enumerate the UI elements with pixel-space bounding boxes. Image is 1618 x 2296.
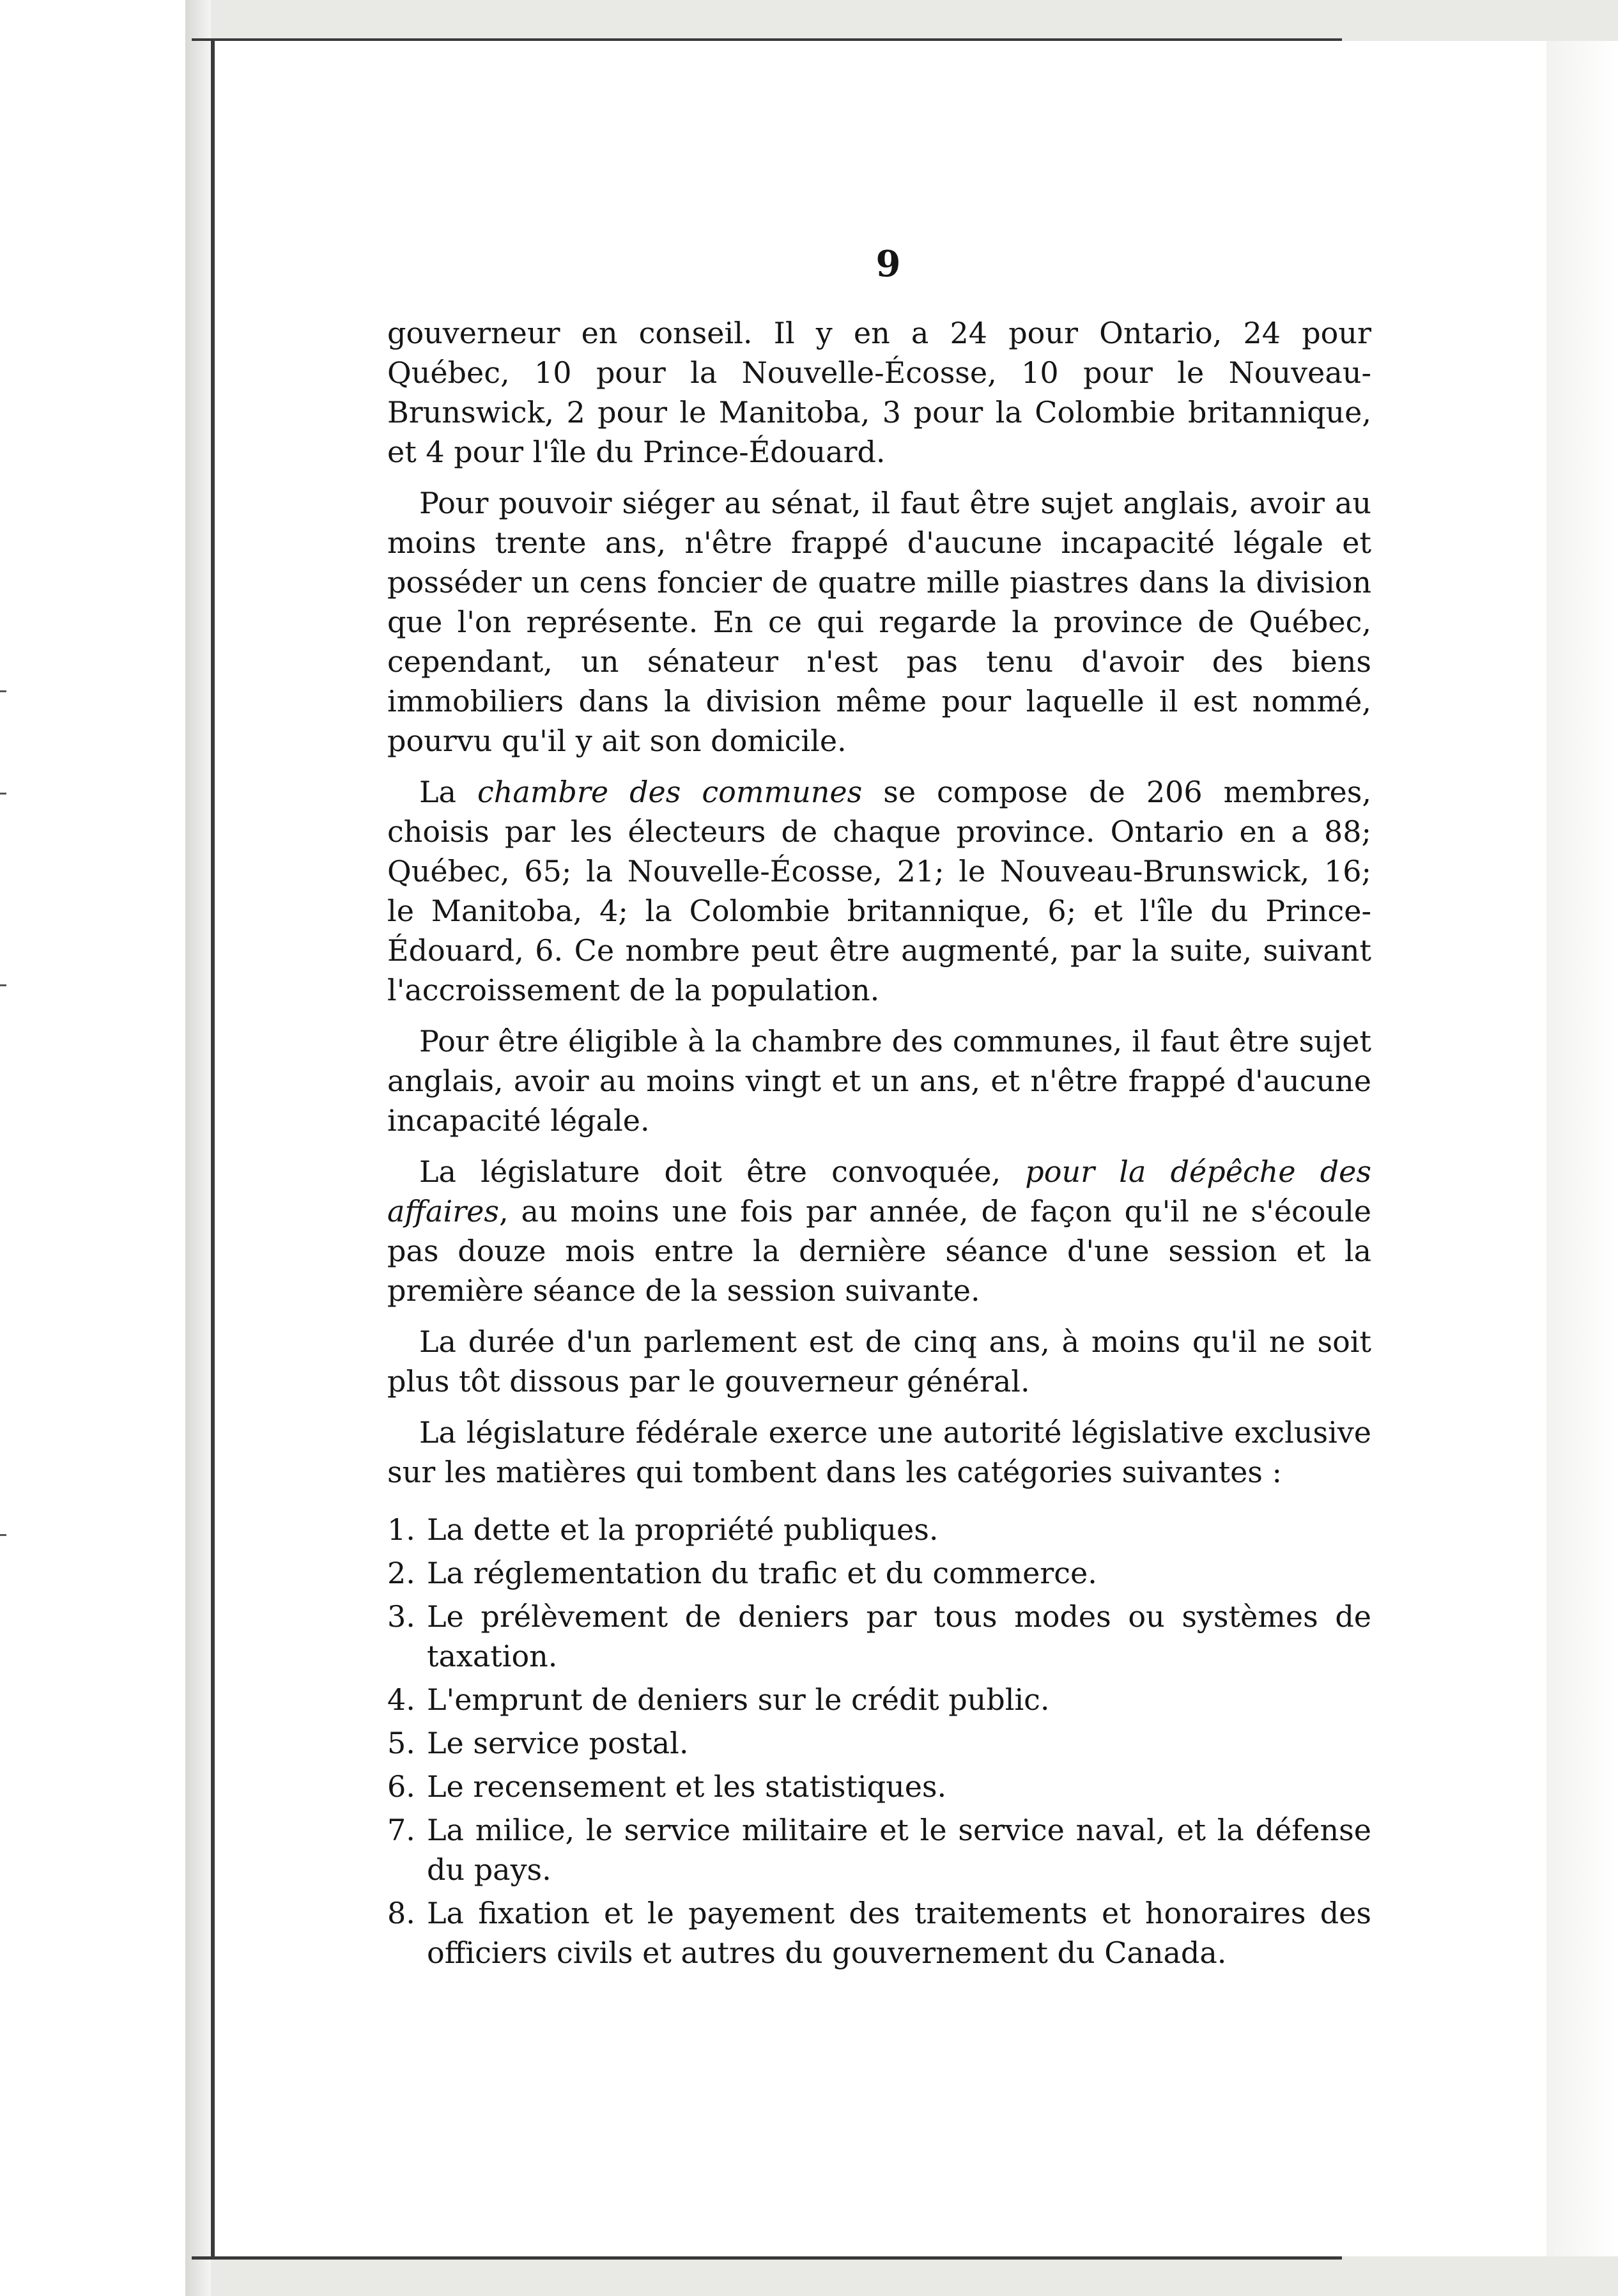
list-item-text: Le recensement et les statistiques. <box>427 1769 947 1804</box>
list-item <box>387 1680 1371 1719</box>
list-item-number: 3. <box>387 1599 415 1634</box>
list-item <box>387 1597 1371 1676</box>
list-item <box>387 1553 1371 1593</box>
paragraph: La durée d'un parlement est de cinq ans, à moins qu'il ne soit plus tôt dissous par le gouverneur général. <box>387 1324 1371 1399</box>
page-number: 9 <box>875 243 901 285</box>
page-gutter-shadow <box>185 0 211 2296</box>
bottom-border <box>192 2256 1342 2260</box>
italic-phrase: chambre des communes <box>477 775 863 809</box>
list-item-text: L'emprunt de deniers sur le crédit public. <box>427 1682 1050 1717</box>
list-item-number: 2. <box>387 1556 415 1590</box>
list-item-number: 1. <box>387 1512 415 1547</box>
list-item-text: La milice, le service militaire et le service naval, et la défense du pays. <box>427 1813 1371 1887</box>
list-item-number: 8. <box>387 1896 415 1930</box>
enumerated-list <box>387 1510 1371 1973</box>
list-item <box>387 1723 1371 1763</box>
page-right-margin <box>1546 41 1618 2256</box>
paragraph: Pour être éligible à la chambre des communes, il faut être sujet anglais, avoir au moins vingt et un ans, et n'être frappé d'aucune incapacité légale. <box>387 1024 1371 1138</box>
list-item <box>387 1893 1371 1973</box>
list-item <box>387 1767 1371 1806</box>
list-item-number: 7. <box>387 1813 415 1847</box>
italic-phrase: pour la dépêche des affaires <box>387 1154 1372 1229</box>
paragraph: La chambre des communes se compose de 206 membres, choisis par les électeurs de chaque province. Ontario en a 88; Québec, 65; la Nouvelle-Écosse, 21; le Nouveau-Brunswick, 16; le Manitoba, 4; la Colombie britannique, 6; et l'île du Prince-Édouard, 6. Ce nombre peut être augmenté, par la suite, suivant l'accroissement de la population. <box>387 775 1371 1007</box>
list-item <box>387 1810 1371 1889</box>
list-item-number: 5. <box>387 1726 415 1760</box>
list-item <box>387 1510 1371 1549</box>
paragraph: La législature doit être convoquée, pour la dépêche des affaires, au moins une fois par année, de façon qu'il ne s'écoule pas douze mois entre la dernière séance d'une session et la première séance de la session suivante. <box>387 1154 1372 1308</box>
paragraph: gouverneur en conseil. Il y en a 24 pour Ontario, 24 pour Québec, 10 pour la Nouvelle-Écosse, 10 pour le Nouveau-Brunswick, 2 pour le Manitoba, 3 pour la Colombie britannique, et 4 pour l'île du Prince-Édouard. <box>387 316 1371 469</box>
list-item-text: La fixation et le payement des traitements et honoraires des officiers civils et autres du gouvernement du Canada. <box>427 1896 1371 1970</box>
list-item-number: 4. <box>387 1682 415 1717</box>
page-body <box>387 313 1371 1976</box>
list-item-text: La dette et la propriété publiques. <box>427 1512 939 1547</box>
paragraph: Pour pouvoir siéger au sénat, il faut être sujet anglais, avoir au moins trente ans, n'être frappé d'aucune incapacité légale et posséder un cens foncier de quatre mille piastres dans la division que l'on représente. En ce qui regarde la province de Québec, cependant, un sénateur n'est pas tenu d'avoir des biens immobiliers dans la division même pour laquelle il est nommé, pourvu qu'il y ait son domicile. <box>387 486 1371 758</box>
left-page-edge <box>0 0 192 2296</box>
list-item-text: Le service postal. <box>427 1726 689 1760</box>
list-item-text: La réglementation du trafic et du commerce. <box>427 1556 1097 1590</box>
margin-mark <box>0 690 6 692</box>
margin-mark <box>0 793 6 795</box>
margin-mark <box>0 1534 6 1536</box>
list-item-text: Le prélèvement de deniers par tous modes ou systèmes de taxation. <box>427 1599 1371 1673</box>
list-item-number: 6. <box>387 1769 415 1804</box>
paragraph: La législature fédérale exerce une autorité législative exclusive sur les matières qui tombent dans les catégories suivantes : <box>387 1415 1371 1489</box>
margin-mark <box>0 984 6 986</box>
